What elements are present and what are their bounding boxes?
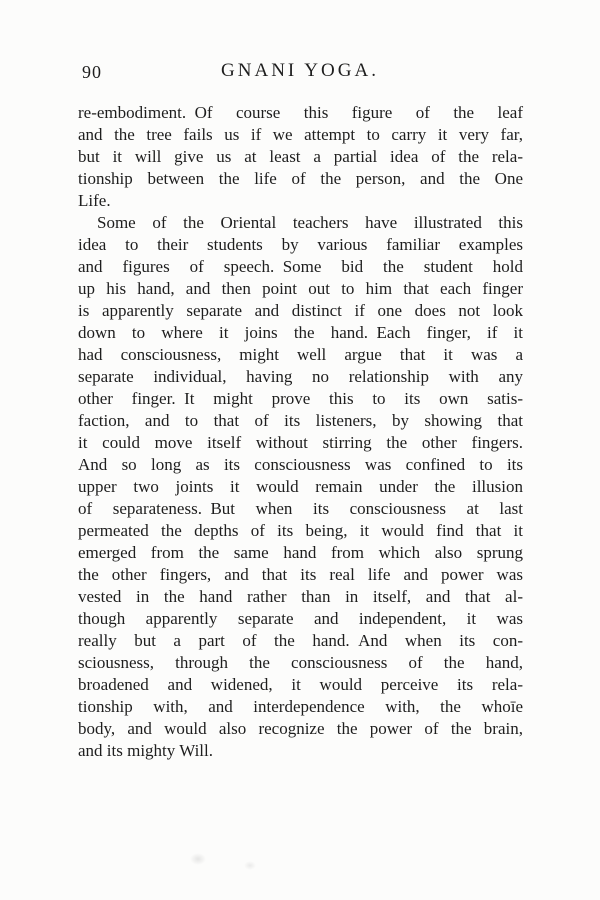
text-line: body, and would also recognize the power of the brain,	[78, 719, 523, 738]
text-line: but it will give us at least a partial idea of the rela-	[78, 147, 523, 166]
text-line: Life.	[78, 191, 111, 210]
paragraph	[78, 212, 523, 762]
paragraph	[78, 102, 523, 212]
text-line: vested in the hand rather than in itself, and that al-	[78, 587, 523, 606]
text-line: Some of the Oriental teachers have illustrated this	[97, 213, 523, 232]
page-number: 90	[82, 62, 102, 82]
text-line: idea to their students by various familiar examples	[78, 235, 523, 254]
running-head	[0, 60, 600, 86]
text-line: emerged from the same hand from which also sprung	[78, 543, 523, 562]
text-line: and figures of speech. Some bid the student hold	[78, 257, 523, 276]
text-line: sciousness, through the consciousness of the hand,	[78, 653, 523, 672]
text-line: it could move itself without stirring the other fingers.	[78, 433, 523, 452]
text-line: upper two joints it would remain under the illusion	[78, 477, 523, 496]
text-line: and its mighty Will.	[78, 741, 214, 760]
text-line: had consciousness, might well argue that it was a	[78, 345, 523, 364]
text-line: though apparently separate and independent, it was	[78, 609, 523, 628]
text-line: permeated the depths of its being, it would find that it	[78, 521, 523, 540]
text-line: other finger. It might prove this to its own satis-	[78, 389, 523, 408]
text-line: of separateness. But when its consciousness at last	[78, 499, 523, 518]
text-line: separate individual, having no relationship with any	[78, 367, 523, 386]
scan-smudge	[244, 861, 256, 870]
text-line: and the tree fails us if we attempt to carry it very far,	[78, 125, 523, 144]
text-line: the other fingers, and that its real life and power was	[78, 565, 523, 584]
text-line: really but a part of the hand. And when its con-	[78, 631, 523, 650]
text-line: broadened and widened, it would perceive its rela-	[78, 675, 523, 694]
text-line: down to where it joins the hand. Each finger, if it	[78, 323, 523, 342]
running-header-title: GNANI YOGA.	[221, 60, 379, 81]
text-line: faction, and to that of its listeners, by showing that	[78, 411, 523, 430]
text-line: is apparently separate and distinct if one does not look	[78, 301, 523, 320]
text-line: re-embodiment. Of course this figure of the leaf	[78, 103, 523, 122]
text-line: tionship with, and interdependence with, the whoīe	[78, 697, 523, 716]
text-line: tionship between the life of the person, and the One	[78, 169, 523, 188]
scan-smudge	[190, 853, 206, 865]
text-line: And so long as its consciousness was confined to its	[78, 455, 523, 474]
text-block	[78, 102, 523, 762]
text-line: up his hand, and then point out to him that each finger	[78, 279, 523, 298]
